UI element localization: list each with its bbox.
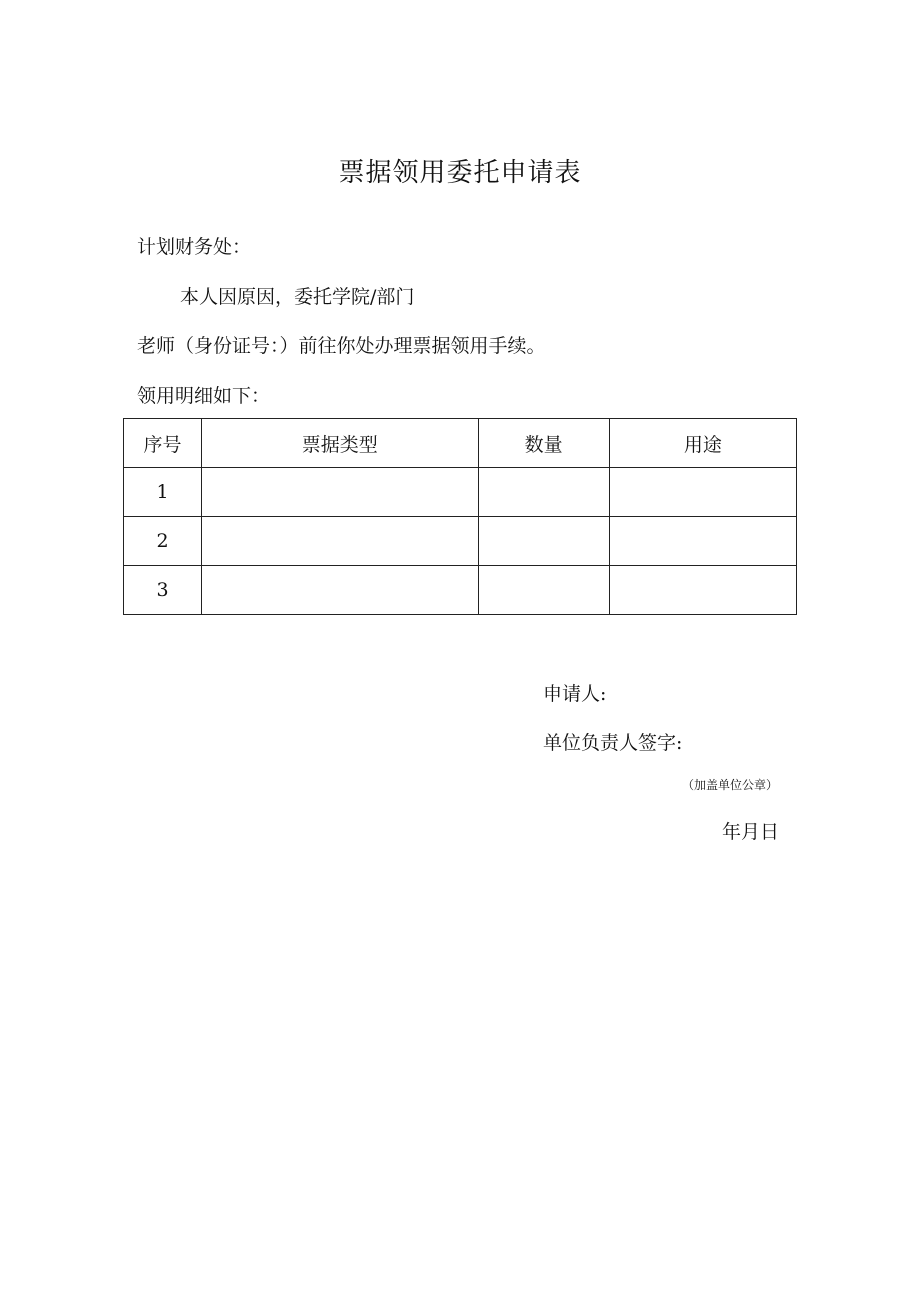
cell-quantity[interactable]: [478, 468, 609, 517]
header-quantity: 数量: [478, 419, 609, 468]
cell-serial-no: 2: [124, 517, 202, 566]
stamp-note: （加盖单位公章）: [682, 778, 779, 792]
recipient-line: 计划财务处：: [137, 236, 252, 258]
ticket-detail-table: [123, 418, 797, 615]
cell-quantity[interactable]: [478, 566, 609, 615]
cell-ticket-type[interactable]: [202, 468, 478, 517]
table-row: [124, 566, 797, 615]
entrust-line: 本人因原因，委托学院/部门: [180, 286, 415, 308]
page-title: 票据领用委托申请表: [338, 158, 582, 188]
cell-ticket-type[interactable]: [202, 517, 478, 566]
cell-purpose[interactable]: [609, 517, 796, 566]
cell-purpose[interactable]: [609, 566, 796, 615]
teacher-id-line: 老师（身份证号：）前往你处办理票据领用手续。: [137, 335, 546, 357]
date-label: 年月日: [722, 821, 780, 843]
unit-head-signature-label: 单位负责人签字:: [543, 732, 683, 754]
header-serial-no: 序号: [124, 419, 202, 468]
detail-label: 领用明细如下：: [137, 385, 271, 407]
table-row: [124, 468, 797, 517]
cell-purpose[interactable]: [609, 468, 796, 517]
table-row: [124, 517, 797, 566]
cell-serial-no: 1: [124, 468, 202, 517]
cell-ticket-type[interactable]: [202, 566, 478, 615]
table-header-row: [124, 419, 797, 468]
header-purpose: 用途: [609, 419, 796, 468]
header-ticket-type: 票据类型: [202, 419, 478, 468]
cell-serial-no: 3: [124, 566, 202, 615]
applicant-label: 申请人:: [543, 683, 607, 705]
cell-quantity[interactable]: [478, 517, 609, 566]
